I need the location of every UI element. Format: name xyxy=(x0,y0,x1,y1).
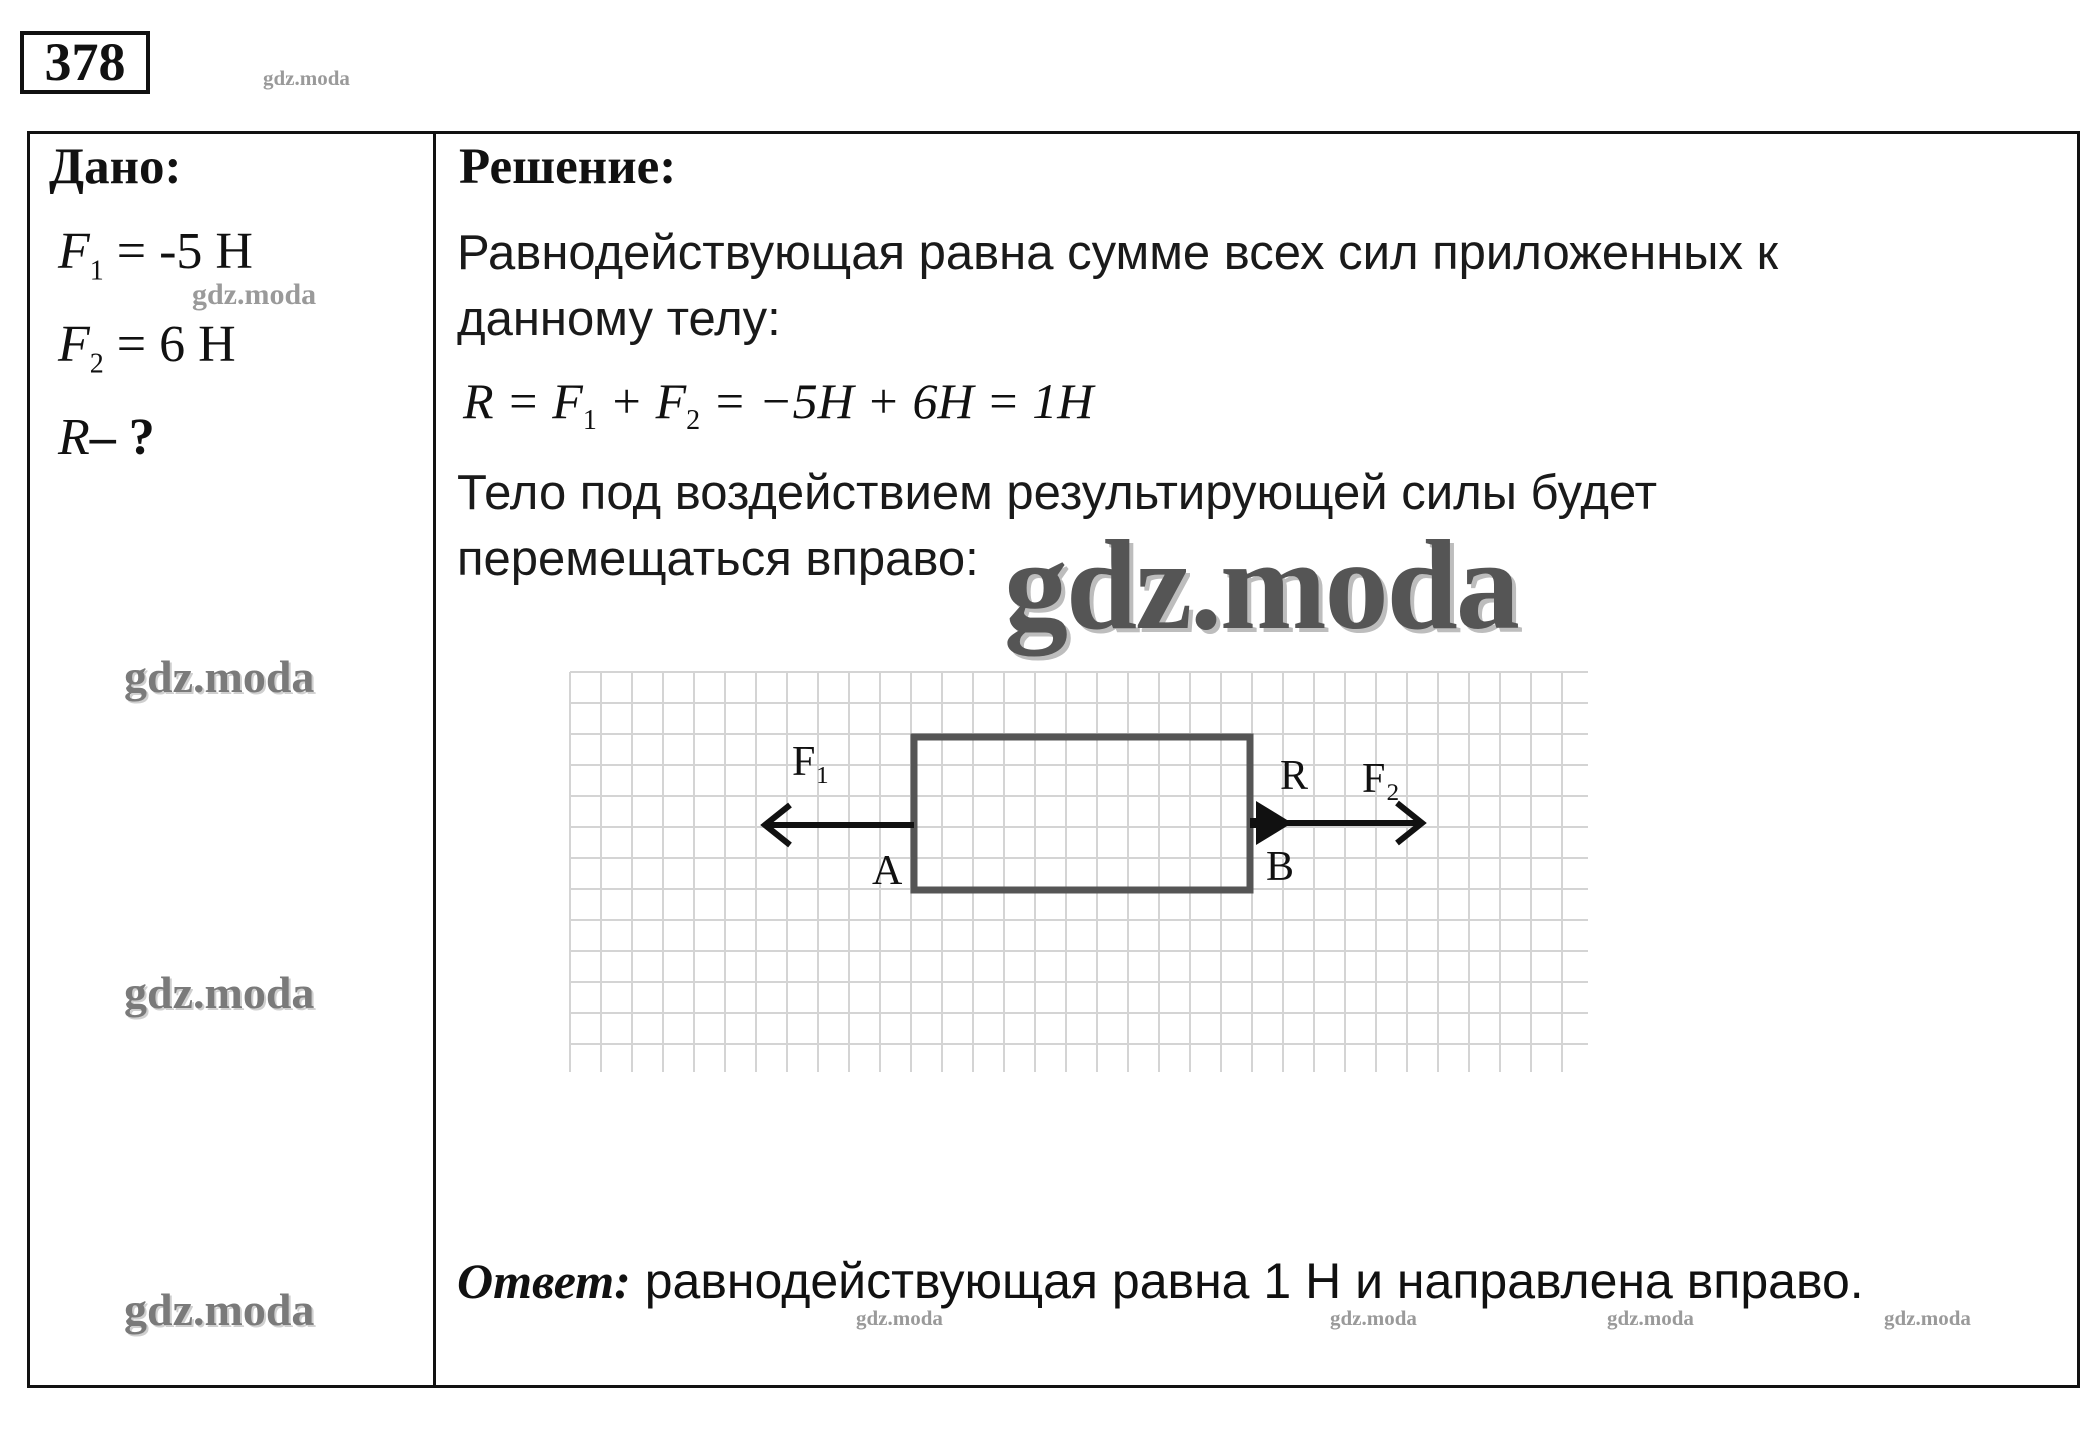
unknown-symbol: R xyxy=(58,409,90,466)
formula-mid: + F xyxy=(596,373,687,429)
watermark: gdz.moda xyxy=(124,1284,315,1335)
watermark: gdz.moda xyxy=(1607,1306,1694,1330)
solution-text-2: Тело под воздействием результирующей силы будет перемещаться вправо: xyxy=(457,466,1658,586)
formula-sub-2: 2 xyxy=(686,405,701,436)
solution-heading: Решение: xyxy=(459,139,677,195)
watermark: gdz.moda xyxy=(1884,1306,1971,1330)
f1-value: = -5 H xyxy=(116,223,253,280)
label-a: A xyxy=(872,848,903,894)
label-f1: F₁ xyxy=(792,739,831,785)
watermark: gdz.moda xyxy=(856,1306,943,1330)
label-b: B xyxy=(1266,844,1295,890)
answer-line xyxy=(457,1252,1864,1310)
answer-text: равнодействующая равна 1 Н и направлена вправо. xyxy=(630,1253,1864,1309)
resultant-arrowhead xyxy=(1256,801,1292,845)
watermark: gdz.moda xyxy=(263,66,350,90)
watermark-large: gdz.moda xyxy=(1004,514,1518,656)
f2-subscript: 2 xyxy=(89,348,104,380)
watermark: gdz.moda xyxy=(124,967,315,1018)
watermark: gdz.moda xyxy=(1330,1306,1417,1330)
f2-symbol: F xyxy=(58,316,90,373)
unknown-mark: – ? xyxy=(89,409,155,466)
watermark: gdz.moda xyxy=(124,651,315,702)
problem-number: 378 xyxy=(20,31,150,94)
formula-rhs: = −5H + 6H = 1H xyxy=(700,373,1094,429)
formula-sub-1: 1 xyxy=(582,405,597,436)
given-heading: Дано: xyxy=(49,139,182,195)
body-rectangle xyxy=(914,737,1250,890)
f1-symbol: F xyxy=(58,223,90,280)
watermark: gdz.moda xyxy=(192,278,317,311)
f1-subscript: 1 xyxy=(89,255,104,287)
graph-paper-grid xyxy=(570,672,1588,1072)
label-f2: F₂ xyxy=(1362,756,1401,802)
f2-value: = 6 H xyxy=(116,316,236,373)
solution-text-1: Равнодействующая равна сумме всех сил приложенных к данному телу: xyxy=(457,226,1779,346)
label-r: R xyxy=(1280,753,1309,799)
formula-lhs: R = F xyxy=(463,373,583,429)
answer-label: Ответ: xyxy=(457,1253,631,1309)
